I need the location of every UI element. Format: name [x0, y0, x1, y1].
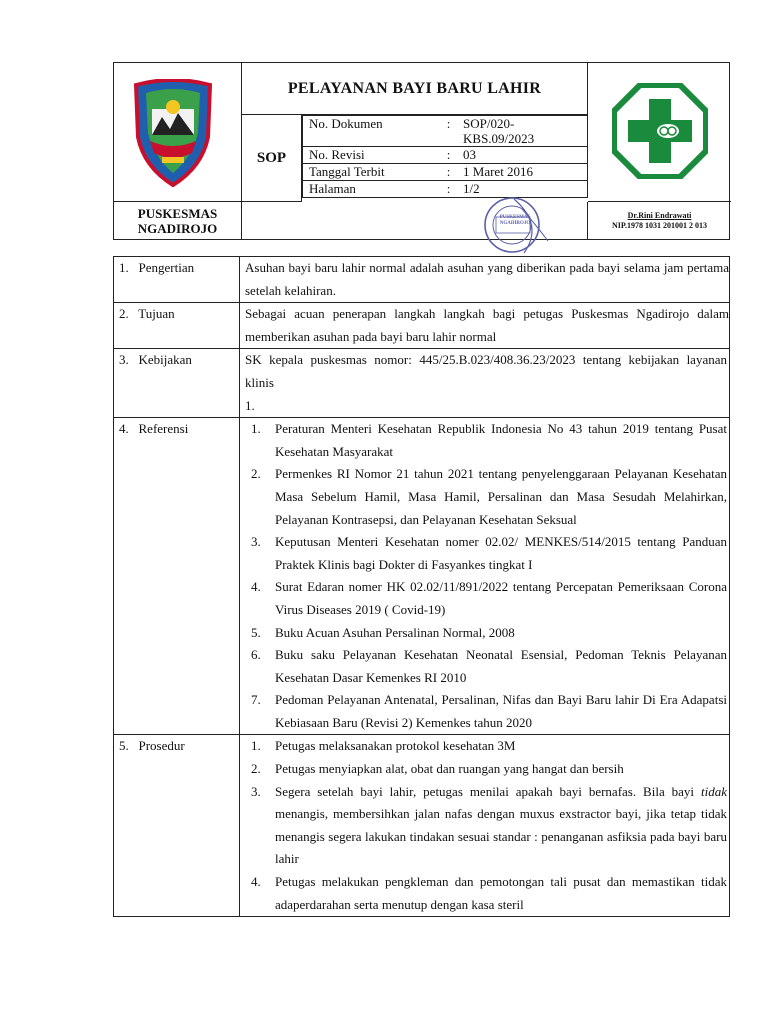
item-text: Buku saku Pelayanan Kesehatan Neonatal Esensial, Pedoman Teknis Pelayanan Kesehatan Dasar Kemenkes RI 2010: [275, 647, 727, 685]
info-value: 1 Maret 2016: [457, 164, 587, 181]
item-number: 1.: [251, 421, 261, 437]
item-text-emphasis: tidak: [701, 783, 727, 799]
item-number: 7.: [251, 692, 261, 708]
section-label: 4. Referensi: [114, 418, 240, 735]
item-text: Peraturan Menteri Kesehatan Republik Indonesia No 43 tahun 2019 tentang Pusat Kesehatan Masyarakat: [275, 421, 727, 459]
info-label: No. Dokumen: [303, 116, 441, 147]
stamp-text: PUSKESMAS NGADIROJO: [499, 215, 531, 226]
regency-logo-cell: [114, 63, 242, 202]
list-item: [245, 576, 727, 621]
item-number: 4.: [251, 874, 261, 890]
info-row: [303, 116, 588, 147]
section-label: 5. Prosedur: [114, 735, 240, 917]
section-row-prosedur: [114, 735, 730, 917]
list-item: [245, 871, 727, 916]
sop-header: [113, 62, 730, 240]
info-label: No. Revisi: [303, 147, 441, 164]
section-body: [240, 349, 730, 418]
item-text: Keputusan Menteri Kesehatan nomer 02.02/ MENKES/514/2015 tentang Panduan Praktek Klinis bagi Dokter di Fasyankes tingkat I: [275, 534, 727, 572]
info-colon: :: [440, 116, 457, 147]
list-item: [245, 644, 727, 689]
section-row-referensi: [114, 418, 730, 735]
list-item: [245, 622, 727, 645]
info-value: 03: [457, 147, 587, 164]
puskesmas-cross-icon: [612, 83, 708, 179]
section-label: 3. Kebijakan: [114, 349, 240, 418]
section-label: 1. Pengertian: [114, 257, 240, 303]
section-row-pengertian: [114, 257, 730, 303]
item-text: Permenkes RI Nomor 21 tahun 2021 tentang penyelenggaraan Pelayanan Kesehatan Masa Sebelum Hamil, Masa Hamil, Persalinan dan Masa Sesudah Melahirkan, Pelayanan Kontrasepsi, dan Pelayanan Kesehatan Seksual: [275, 466, 727, 527]
section-label: 2. Tujuan: [114, 303, 240, 349]
item-number: 3.: [251, 783, 261, 799]
organization-line-2: NGADIROJO: [137, 221, 218, 236]
item-number: 3.: [251, 534, 261, 550]
info-value: SOP/020-KBS.09/2023: [457, 116, 587, 147]
item-number: 2.: [251, 761, 261, 777]
item-text: Segera setelah bayi lahir, petugas menilai apakah bayi bernafas. Bila bayi: [275, 783, 701, 799]
section-row-tujuan: [114, 303, 730, 349]
section-body: [240, 418, 730, 735]
info-colon: :: [440, 164, 457, 181]
sop-label: SOP: [242, 115, 302, 202]
item-number: 2.: [251, 466, 261, 482]
item-text: Surat Edaran nomer HK 02.02/11/891/2022 tentang Percepatan Pemeriksaan Corona Virus Diseases 2019 ( Covid-19): [275, 579, 727, 617]
info-colon: :: [440, 147, 457, 164]
document-title: PELAYANAN BAYI BARU LAHIR: [242, 63, 588, 115]
section-text: Sebagai acuan penerapan langkah langkah bagi petugas Puskesmas Ngadirojo dalam memberikan asuhan pada bayi baru lahir normal: [240, 303, 730, 349]
list-item: [245, 531, 727, 576]
list-item: [245, 781, 727, 871]
section-body: [240, 735, 730, 917]
info-label: Halaman: [303, 181, 441, 198]
info-row: [303, 147, 588, 164]
section-row-kebijakan: [114, 349, 730, 418]
procedure-list: [245, 735, 729, 916]
organization-line-1: PUSKESMAS: [137, 206, 218, 221]
document-info-table: [302, 115, 588, 198]
item-number: 5.: [251, 624, 261, 640]
organization-name: [114, 202, 242, 240]
list-item: [245, 758, 727, 781]
item-text: Buku Acuan Asuhan Persalinan Normal, 2008: [275, 624, 515, 640]
item-text: Petugas melaksanakan protokol kesehatan 3M: [275, 738, 516, 754]
signer-name: Dr.Rini Endrawati: [627, 211, 692, 220]
section-text: SK kepala puskesmas nomor: 445/25.B.023/408.36.23/2023 tentang kebijakan layanan klinis: [245, 352, 727, 390]
puskesmas-logo-cell: [588, 63, 731, 202]
section-extra: 1.: [245, 397, 255, 413]
item-number: 6.: [251, 647, 261, 663]
regency-emblem-icon: [132, 79, 214, 189]
item-text: Petugas melakukan pengkleman dan pemotongan tali pusat dan memastikan tidak adaperdarahan serta menutup dengan kasa steril: [275, 874, 727, 912]
info-colon: :: [440, 181, 457, 198]
info-row: [303, 164, 588, 181]
item-number: 1.: [251, 738, 261, 754]
item-number: 4.: [251, 579, 261, 595]
signature-block: [588, 202, 731, 240]
section-text: Asuhan bayi baru lahir normal adalah asuhan yang diberikan pada bayi selama jam pertama setelah kelahiran.: [240, 257, 730, 303]
signer-nip: NIP.1978 1031 201001 2 013: [611, 221, 708, 230]
list-item: [245, 418, 727, 463]
stamp-cell: [242, 202, 588, 240]
list-item: [245, 463, 727, 531]
reference-list: [245, 418, 729, 734]
list-item: [245, 689, 727, 734]
sop-content-table: [113, 256, 730, 917]
info-label: Tanggal Terbit: [303, 164, 441, 181]
list-item: [245, 735, 727, 758]
info-value: 1/2: [457, 181, 587, 198]
item-text: Pedoman Pelayanan Antenatal, Persalinan, Nifas dan Bayi Baru lahir Di Era Adapatsi Kebiasaan Baru (Revisi 2) Kemenkes tahun 2020: [275, 692, 727, 730]
item-text: menangis, membersihkan jalan nafas dengan muxus exstractor bayi, jika tetap tidak menangis segera lakukan tindakan sesuai standar : penanganan asfiksia pada bayi baru lahir: [275, 806, 727, 867]
item-text: Petugas menyiapkan alat, obat dan ruangan yang hangat dan bersih: [275, 761, 624, 777]
